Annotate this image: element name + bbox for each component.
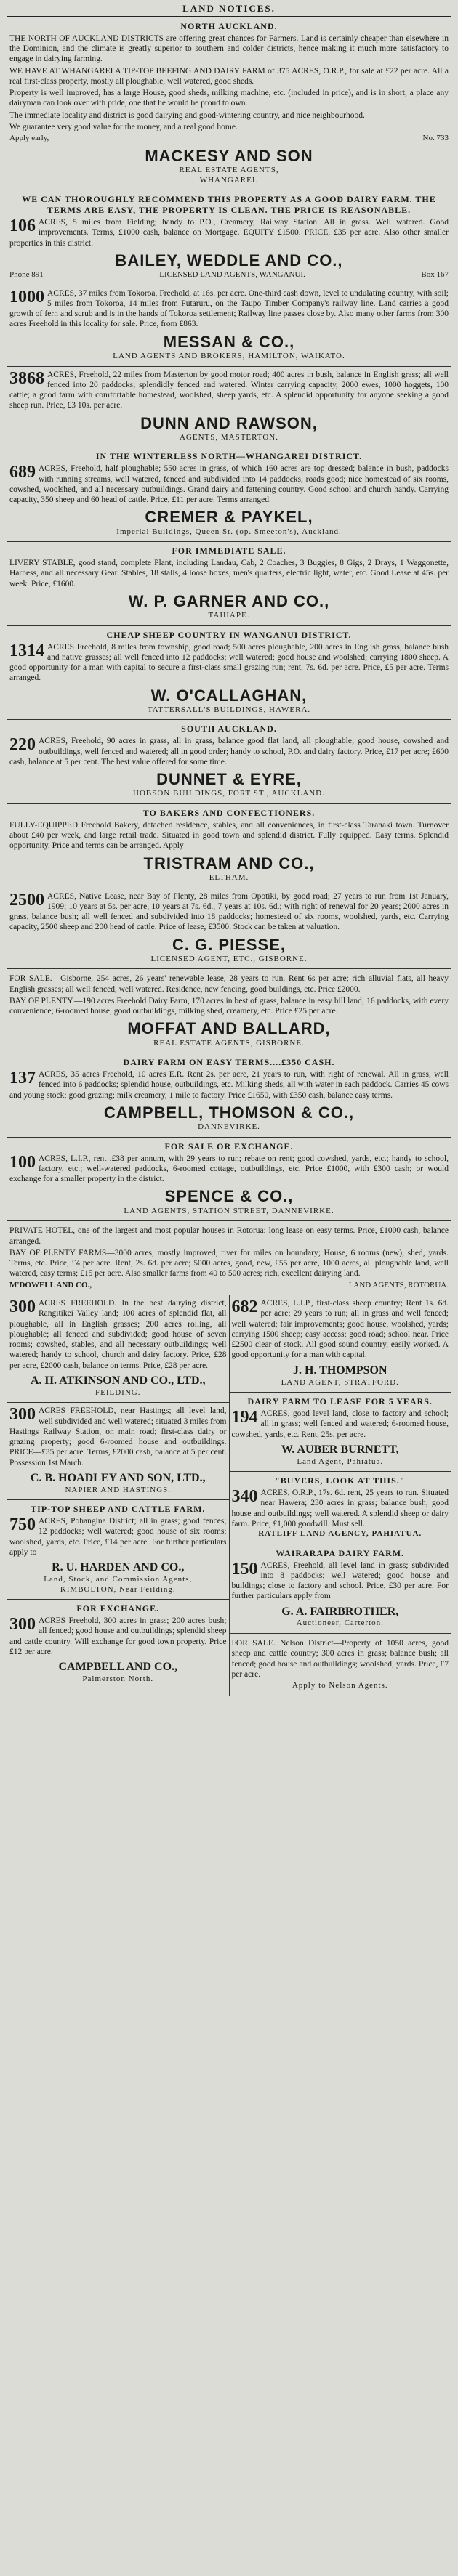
ad-heading: FOR SALE OR EXCHANGE. [164,1141,294,1151]
ad-heading: TO BAKERS AND CONFECTIONERS. [142,808,316,818]
ad-firm-sub: Apply to Nelson Agents. [292,1681,388,1690]
ad-text: BAY OF PLENTY.—190 acres Freehold Dairy Farm, 170 acres in best of grass, balance in easy hill land; 16 paddocks, with every convenience; 6-roomed house, good outbuildings, milking shed, creamery, etc. Price £25 per acre. [9,996,449,1016]
ad-text: ACRES, Native Lease, near Bay of Plenty, 28 miles from Opotiki, by good road; 27 years to run from 1st January, 1909; 10 years at 5s. per acre, 10 years at 7s. 6d., 7 years at 10s. 6d.; with right of renewal for 20 years; 2000 acres in grass, balance bush; all well fenced and subdivided into 18 paddocks; homestead of six rooms, woolshed, yards, etc. Carrying capacity, 2500 sheep and 200 head of cattle. Price of lease, £3500. Stock can be taken at valuation. [9,891,449,932]
ad-firm: R. U. HARDEN AND CO., [52,1561,185,1574]
ad-right-194-acres [230,1393,451,1472]
ad-firm: W. O'CALLAGHAN, [150,686,308,705]
ad-text: ACRES, 35 acres Freehold, 10 acres E.R. Rent 2s. per acre, 21 years to run, with right of renewal. All in grass, well fenced into 6 paddocks; splendid house, outbuildings, etc. Milking sheds, all with water in each paddock. Carries 45 cows and young stock; good grazing; milk creamery, 1 mile to factory. Price £1650, with £350 cash, balance easy terms. [9,1070,449,1100]
ad-gisborne [7,969,451,1053]
ad-firm-sub: AGENTS, MASTERTON. [179,432,278,442]
ad-firm-sub: Land, Stock, and Commission Agents, [44,1575,193,1584]
ad-firm-sub: Imperial Buildings, Queen St. (op. Smeeton's), Auckland. [116,527,342,536]
ad-right-340-acres [230,1472,451,1544]
ad-firm: RATLIFF LAND AGENCY, PAHIATUA. [258,1529,422,1539]
ad-firm-sub: FEILDING. [95,1388,141,1397]
ad-heading: "BUYERS, LOOK AT THIS." [275,1475,406,1486]
ad-1000-acres [7,285,451,367]
ad-left-300-hastings [7,1403,229,1500]
ad-acreage: 1000 [9,287,44,307]
ad-firm-sub: ELTHAM. [209,872,249,882]
ad-firm-sub: Land Agent, Pahiatua. [297,1457,384,1466]
ad-text: We guarantee very good value for the money, and a real good home. [9,122,238,131]
ad-rotorua [7,1221,451,1295]
ad-text: ACRES, 5 miles from Fielding; handy to P.O., Creamery, Railway Station. All in grass. Well watered. Good improvements. Terms, £1000 cash, balance on Mortgage. EQUITY £1500. PRICE, £35 per acre. Also other smaller properties in this district. [9,218,449,248]
ad-heading: CHEAP SHEEP COUNTRY IN WANGANUI DISTRICT. [106,629,352,640]
ad-place: WHANGAREI. [199,175,259,185]
ad-text: ACRES, L.I.P., first-class sheep country; Rent 1s. 6d. per acre; 29 years to run; all in grass and well fenced; well watered; fair improvements; good house, woolshed, yards; carrying 1500 sheep; easy access; good road; school near. Price £2500 clear of stock. All good sound country, easily worked. A good opportunity for a man with capital. [231,1299,449,1360]
ad-firm-sub: LICENSED AGENT, ETC., GISBORNE. [150,954,308,963]
ad-text: ACRES, 37 miles from Tokoroa, Freehold, at 16s. per acre. One-third cash down, level to undulating country, with soil; 5 miles from Tokoroa, 14 miles from Putaruru, on the Taupo Timber Company's railway line. Land carries a good growth of fern and scrub and is in the hands of Tokoroa settlement; Railway line passes close by. Also many other farms from 300 acres Freehold in this locality for sale. Price, from £863. [9,288,449,329]
ad-dairy-farm-106 [7,190,451,285]
ad-text: Property is well improved, has a large House, good sheds, milking machine, etc. (included in price), and is in short, a place any dairyman can look over with pride, one that he would be proud to own. [9,89,449,108]
ad-heading: WE CAN THOROUGHLY RECOMMEND THIS PROPERTY AS A GOOD DAIRY FARM. THE TERMS ARE EASY, THE PROPERTY IS CLEAN. THE PRICE IS REASONABLE. [22,194,436,216]
ad-firm: SPENCE & CO., [164,1187,294,1206]
ad-text: ACRES Freehold, 300 acres in grass; 200 acres bush; all fenced; good house and outbuildings; splendid sheep and cattle country. Will exchange for good town property. Price £12 per acre. [9,1616,227,1656]
ad-firm-sub: Auctioneer, Carterton. [296,1619,384,1628]
ad-text: FOR SALE.—Gisborne, 254 acres, 26 years' renewable lease, 28 years to run. Rent 6s per acre; rich alluvial flats, all heavy English grasses; all well fenced, well watered. Residence, new fencing, good buildings, etc. Price £2000. [9,974,449,994]
two-column-section [7,1295,451,1696]
ad-text: ACRES, O.R.P., 17s. 6d. rent, 25 years to run. Situated near Hawera; 230 acres in grass; balance bush; good house and outbuildings; well watered. A splendid sheep or dairy farm. Price, £1,000 goodwill. Must sell. [231,1489,449,1528]
ad-220-acres [7,720,451,804]
ad-firm: CREMER & PAYKEL, [145,508,313,527]
ad-firm: CAMPBELL AND CO., [58,1661,178,1674]
ad-acreage: 100 [9,1152,36,1172]
ad-firm-sub: NAPIER AND HASTINGS. [65,1485,172,1494]
ad-acreage: 220 [9,735,36,755]
ad-heading: TIP-TOP SHEEP AND CATTLE FARM. [31,1504,206,1515]
page [7,0,451,2576]
ad-firm: DUNN AND RAWSON, [140,413,318,432]
ad-apply: Apply early, [9,134,49,143]
ad-text: LIVERY STABLE, good stand, complete Plant, including Landau, Cab, 2 Coaches, 3 Buggies, 8 Gigs, 2 Drays, 1 Waggonette, Harness, and all necessary Gear. Stables, 18 stalls, 4 loose boxes, men's quarters, electric light, water, etc. Good Lease at 45s. per week. Price, £1600. [9,559,449,588]
ad-137-acres [7,1053,451,1138]
ad-text: ACRES, good level land, close to factory and school; all in grass; well fenced and watered; 6-roomed house, cowshed, yards, etc. Rent, 25s. per acre. [231,1409,449,1439]
ad-text: ACRES Freehold, 8 miles from township, good road; 500 acres ploughable, 200 acres in English grass, balance bush and native grasses; all well fenced into 12 paddocks; well watered; good house and woolshed; carrying 1800 sheep. A good opportunity for a man with capital to secure a first-class small grazing run; rent, 7s. 6d. per acre. Price, £5 per acre. Terms arranged. [9,642,449,683]
ad-heading: SOUTH AUCKLAND. [181,724,277,734]
masthead: LAND NOTICES. [7,0,451,17]
ad-firm: DUNNET & EYRE, [156,770,302,789]
ad-text: BAY OF PLENTY FARMS—3000 acres, mostly improved, river for miles on boundary; House, 6 rooms (new), shed, yards. Terms, etc. Price, £4 per acre. Rent, 2s. 6d. per acre; 5000 acres, good, new, £55 per acre, 1000 acres, all ploughable land, well watered, easy terms; £15 per acre. Also smaller farms from 40 to 500 acres; rich, excellent dairying land. [9,1248,449,1279]
ad-firm: TRISTRAM AND CO., [143,854,315,872]
ad-text: ACRES, Freehold, 22 miles from Masterton by good motor road; 400 acres in bush, balance in English grass; all well fenced into 20 paddocks; splendidly fenced and watered. Winter carrying capacity, 2000 ewes, 1000 hoggets, 100 cattle; a good farm with comfortable homestead, woolshed, sheep yards, etc. A splendid opportunity for anyone seeking a good sheep run. Price, £3 10s. per acre. [9,370,449,410]
ad-north-auckland [7,17,451,190]
ad-acreage: 3868 [9,368,44,388]
ad-2500-acres [7,888,451,970]
ad-text: ACRES FREEHOLD, near Hastings; all level land, well subdivided and well watered; situated 3 miles from Hastings Railway Station, on main road; first-class dairy or grazing property; good 6-roomed house and outbuildings. PRICE—£35 per acre. Terms, £2000 cash, balance at 5 per cent. Possession 1st March. [9,1406,227,1467]
ad-firm: CAMPBELL, THOMSON & CO., [103,1103,355,1122]
ad-text: PRIVATE HOTEL, one of the largest and most popular houses in Rotorua; long lease on easy terms. Price, £1000 cash, balance arranged. [9,1226,449,1246]
ad-firm: C. G. PIESSE, [172,935,286,954]
ad-heading: DAIRY FARM TO LEASE FOR 5 YEARS. [247,1396,433,1407]
ad-heading: WAIRARAPA DAIRY FARM. [276,1547,405,1558]
ad-firm-sub: LAND AGENTS, STATION STREET, DANNEVIRKE. [124,1206,334,1215]
ad-right-nelson [230,1634,451,1696]
ad-firm-sub: TATTERSALL'S BUILDINGS, HAWERA. [147,705,311,714]
ad-firm: J. H. THOMPSON [293,1364,387,1377]
ad-acreage: 137 [9,1069,36,1088]
ad-firm-sub: LAND AGENTS, ROTORUA. [348,1280,449,1289]
ad-firm-sub: LICENSED LAND AGENTS, WANGANUI. [159,270,305,280]
ad-right-682-acres [230,1295,451,1393]
ad-firm: G. A. FAIRBROTHER, [281,1605,399,1618]
ad-text: FOR SALE. Nelson District—Property of 1050 acres, good sheep and cattle country; 300 acres in grass; balance bush; all fenced; good house and outbuildings; woolshed, yards. Price, £7 per acre. [231,1639,449,1679]
ad-firm-sub: DANNEVIRKE. [198,1122,260,1132]
ad-1314-acres [7,626,451,721]
ad-firm: BAILEY, WEDDLE AND CO., [115,251,343,270]
left-column [7,1295,229,1695]
ad-firm-sub: REAL ESTATE AGENTS, GISBORNE. [153,1038,305,1048]
ad-text: ACRES FREEHOLD. In the best dairying district, Rangitikei Valley land; 100 acres of splendid flat, all ploughable, all in English grasses; 200 acres rolling, all ploughable; all fenced and subdivided; good house of seven rooms; cowshed, stables, and all necessary outbuildings; well watered; handy to school, church and dairy factory. Price, £28 per acre, £2000 cash, balance on terms. Price, £28 per acre. [9,1299,227,1370]
ad-acreage: 2500 [9,890,44,910]
ad-left-exchange [7,1600,229,1688]
ad-text: ACRES, Freehold, all level land in grass; subdivided into 8 paddocks; well watered; good house and buildings; close to factory and school. Price, £30 per acre. For further particulars apply from [231,1560,449,1601]
ad-text: FULLY-EQUIPPED Freehold Bakery, detached residence, stables, and all conveniences, in first-class Taranaki town. Turnover about £40 per week, and large retail trade. Situated in good town and splendid district. Fully equipped. Easy terms. Splendid opportunity. Price and terms can be arranged. Apply— [9,820,449,851]
ad-box: Box 167 [421,270,449,280]
ad-livery-stable [7,542,451,626]
ad-heading: NORTH AUCKLAND. [180,21,278,31]
ad-acreage: 689 [9,463,36,482]
ad-acreage: 150 [231,1559,258,1579]
ad-acreage: 300 [9,1405,36,1425]
ad-text: ACRES, Pohangina District; all in grass; good fences; 12 paddocks; well watered; good house of six rooms; woolshed, yards, etc. Price, £14 per acre. For further particulars apply to [9,1517,227,1557]
ad-bakery [7,804,451,888]
ad-left-750-acres [7,1500,229,1600]
ad-right-150-acres [230,1544,451,1634]
ad-text: The immediate locality and district is good dairying and good-wintering country, and nice neighbourhood. [9,110,365,120]
ad-firm: M'DOWELL AND CO., [9,1280,92,1289]
ad-acreage: 1314 [9,641,44,660]
ad-firm: A. H. ATKINSON AND CO., LTD., [31,1374,206,1387]
ad-text: ACRES, Freehold, 90 acres in grass, all in grass, balance good flat land, all ploughable; good house, cowshed and outbuildings, well fenced and watered; all in good order; handy to school, P.O. and dairy factory. Price, £17 per acre; £600 cash, balance at 5 per cent. The best value offered for some time. [9,737,449,766]
right-column [229,1295,451,1695]
ad-ref: No. 733 [422,134,449,143]
ad-left-300-acres [7,1295,229,1403]
ad-firm-sub: TAIHAPE. [208,611,250,620]
ad-text: ACRES, L.I.P., rent .£38 per annum, with 29 years to run; rebate on rent; good cowshed, yards, etc.; handy to school, factory, etc.; well-watered paddocks, 6-roomed cottage, outbuildings, etc. Price £1000, with £300 cash; or would exchange for a smaller property in the district. [9,1154,449,1184]
ad-100-acres [7,1138,451,1222]
ad-firm-sub: Palmerston North. [82,1674,154,1684]
ad-heading: DAIRY FARM ON EASY TERMS....£350 CASH. [123,1057,335,1068]
ad-text: ACRES, Freehold, half ploughable; 550 acres in grass, of which 160 acres are top dressed; balance in bush, paddocks with running streams, well watered, fenced and subdivided into 14 paddocks, roads good; nice homestead of six rooms, cowshed, woolshed, and all necessary outbuildings. Grand dairy and fattening country. Good school and church handy. Carrying capacity, 350 sheep and 60 head of cattle. Price, £11 per acre. Terms arranged. [9,464,449,505]
ad-acreage: 106 [9,216,36,236]
ad-text: WE HAVE AT WHANGAREI A TIP-TOP BEEFING AND DAIRY FARM of 375 ACRES, O.R.P., for sale at £22 per acre. All a real first-class property, mostly all ploughable, well watered, good sheds. [9,66,449,86]
ad-place: KIMBOLTON, Near Feilding. [60,1584,176,1594]
ad-text: THE NORTH OF AUCKLAND DISTRICTS are offering great chances for Farmers. Land is certainly cheaper than elsewhere in the Dominion, and the climate is greatly superior to southern and colder districts, hence making it much more satisfactory to engage in dairying farming. [9,33,449,64]
ad-phone: Phone 891 [9,270,44,280]
ad-acreage: 300 [9,1297,36,1317]
ad-heading: FOR IMMEDIATE SALE. [172,546,286,556]
ad-firm-sub: REAL ESTATE AGENTS, [179,166,279,175]
ad-firm-sub: LAND AGENT, STRATFORD. [281,1377,399,1387]
ad-acreage: 340 [231,1487,258,1507]
ad-firm-sub: HOBSON BUILDINGS, FORT ST., AUCKLAND. [133,789,325,798]
ad-acreage: 682 [231,1297,258,1317]
ad-heading: IN THE WINTERLESS NORTH—WHANGAREI DISTRICT. [95,451,363,462]
ad-acreage: 300 [9,1615,36,1635]
ad-acreage: 750 [9,1515,36,1535]
ad-firm: MACKESY AND SON [145,146,313,165]
ad-689-acres [7,447,451,542]
ad-firm: W. AUBER BURNETT, [281,1443,399,1456]
ad-firm: MOFFAT AND BALLARD, [127,1019,331,1038]
ad-firm: MESSAN & CO., [163,332,295,351]
ad-firm-sub: LAND AGENTS AND BROKERS, HAMILTON, WAIKATO. [113,351,345,360]
ad-firm: W. P. GARNER AND CO., [128,591,330,610]
ad-acreage: 194 [231,1408,258,1427]
ad-firm: C. B. HOADLEY AND SON, LTD., [30,1471,206,1484]
ad-heading: FOR EXCHANGE. [76,1603,160,1614]
ad-3868-acres [7,367,451,448]
